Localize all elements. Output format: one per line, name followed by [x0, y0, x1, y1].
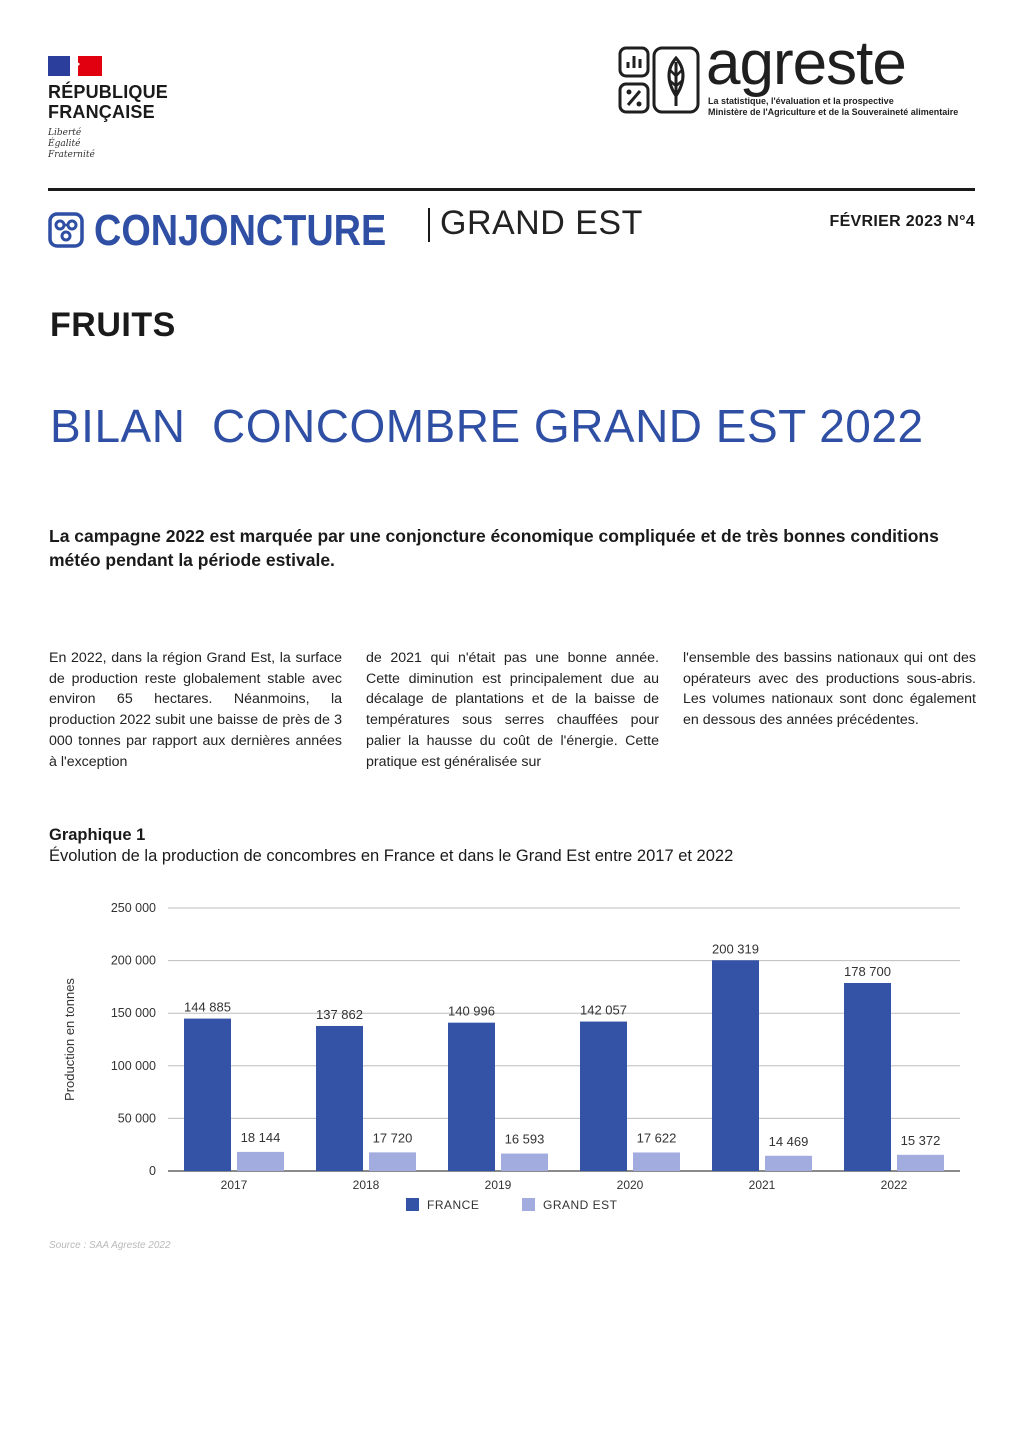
grand-est-data-label: 18 144 [240, 1129, 281, 1145]
body-column-3: l'ensemble des bassins nationaux qui ont des opérateurs avec des productions sous-abris. Les volumes nationaux sont donc également en dessous des années précédentes. [683, 650, 976, 729]
republic-motto [48, 128, 95, 161]
france-bar [580, 1022, 627, 1171]
grand-est-bar [369, 1152, 416, 1171]
body-column-2: de 2021 qui n'était pas une bonne année. Cette diminution est principalement due au décalage de plantations et de la baisse de températures sous serres chauffées pour palier la hausse du coût de l'énergie. Cette pratique est généralisée sur [366, 650, 659, 770]
agreste-tagline-line2: Ministère de l'Agriculture et de la Souveraineté alimentaire [708, 107, 959, 117]
republique-francaise-flag-logo [48, 56, 102, 76]
y-tick-label: 250 000 [110, 901, 156, 915]
figure-label: Graphique 1 [49, 826, 146, 844]
y-tick-label: 0 [149, 1164, 156, 1178]
legend-swatch-grand-est [522, 1198, 535, 1211]
agreste-wordmark: agreste [706, 29, 906, 98]
grand-est-data-label: 16 593 [504, 1131, 545, 1147]
grand-est-bar [633, 1152, 680, 1171]
region-title: GRAND EST [440, 204, 643, 242]
france-data-label: 178 700 [844, 964, 891, 980]
legend-label-grand-est: GRAND EST [543, 1198, 618, 1212]
motto-egalite: Égalité [48, 139, 81, 149]
y-tick-label: 150 000 [110, 1006, 156, 1021]
agreste-logo-icon [618, 46, 700, 116]
figure-caption: Évolution de la production de concombres en France et dans le Grand Est entre 2017 et 2022 [49, 847, 734, 865]
republique-francaise-title [48, 82, 168, 122]
france-bar [448, 1023, 495, 1171]
region-divider [428, 208, 430, 242]
grand-est-bar [501, 1154, 548, 1171]
body-column-1: En 2022, dans la région Grand Est, la surface de production reste globalement stable avec environ 65 hectares. Néanmoins, la production 2022 subit une baisse de près de 3 000 tonnes par rapport aux dernières années à l'exception [49, 650, 342, 770]
legend-swatch-france [406, 1198, 419, 1211]
france-bar [712, 960, 759, 1171]
legend-label-france: FRANCE [427, 1198, 480, 1212]
france-bar [316, 1026, 363, 1171]
y-tick-label: 200 000 [110, 953, 156, 968]
x-tick-label: 2022 [880, 1178, 908, 1192]
motto-fraternite: Fraternité [48, 150, 95, 160]
lead-paragraph: La campagne 2022 est marquée par une conjoncture économique compliquée et de très bonnes conditions météo pendant la période estivale. [49, 526, 939, 570]
france-bar [844, 983, 891, 1171]
grand-est-data-label: 15 372 [900, 1132, 941, 1148]
agreste-tagline-line1: La statistique, l'évaluation et la prospective [708, 96, 894, 106]
grand-est-bar [237, 1152, 284, 1171]
production-bar-chart [40, 890, 980, 1230]
y-tick-label: 50 000 [117, 1111, 156, 1126]
x-tick-label: 2020 [616, 1178, 644, 1192]
france-data-label: 142 057 [580, 1002, 627, 1018]
figure-source: Source : SAA Agreste 2022 [49, 1240, 171, 1251]
y-axis-title: Production en tonnes [62, 978, 77, 1101]
grand-est-data-label: 14 469 [768, 1133, 809, 1149]
grand-est-bar [765, 1156, 812, 1171]
header-divider [48, 188, 975, 191]
x-tick-label: 2019 [484, 1178, 512, 1192]
france-data-label: 137 862 [316, 1006, 363, 1022]
republique-line: RÉPUBLIQUE [48, 82, 169, 102]
france-data-label: 144 885 [184, 999, 231, 1015]
conjoncture-icon [48, 212, 84, 248]
france-bar [184, 1019, 231, 1171]
grand-est-bar [897, 1155, 944, 1171]
issue-date: FÉVRIER 2023 N°4 [829, 213, 975, 230]
section-heading: FRUITS [50, 306, 176, 344]
x-tick-label: 2017 [220, 1178, 248, 1192]
x-tick-label: 2018 [352, 1178, 380, 1192]
y-tick-label: 100 000 [110, 1058, 156, 1073]
france-data-label: 140 996 [448, 1003, 495, 1019]
france-data-label: 200 319 [712, 941, 759, 957]
motto-liberte: Liberté [48, 128, 82, 138]
francaise-line: FRANÇAISE [48, 102, 155, 122]
series-title: CONJONCTURE [94, 206, 387, 255]
x-tick-label: 2021 [748, 1178, 776, 1192]
agreste-tagline [708, 96, 958, 118]
grand-est-data-label: 17 622 [636, 1130, 677, 1146]
grand-est-data-label: 17 720 [372, 1130, 413, 1146]
page-title: BILAN CONCOMBRE GRAND EST 2022 [50, 400, 924, 452]
